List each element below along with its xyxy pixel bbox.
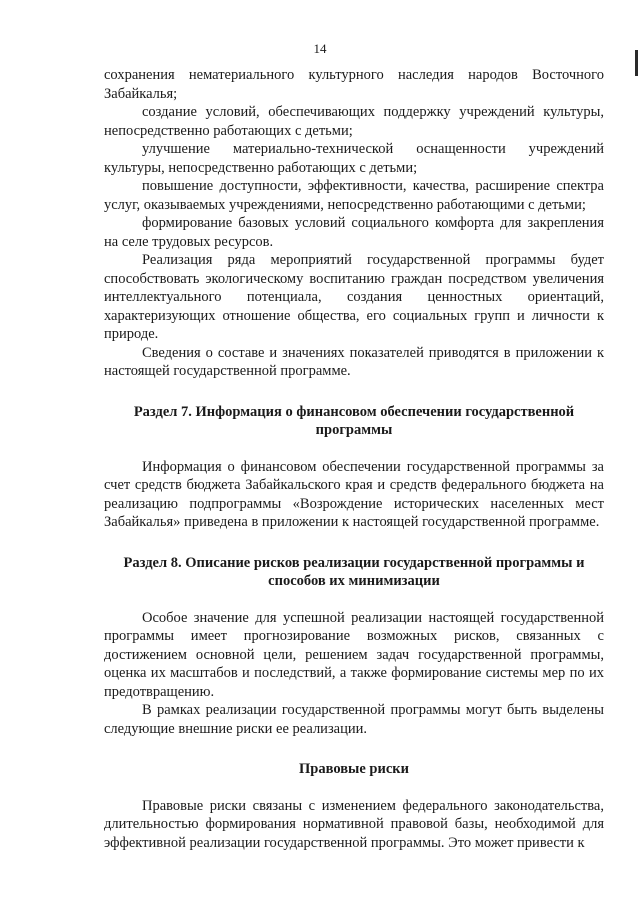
document-body bbox=[104, 66, 604, 852]
section-8-paragraph-2: В рамках реализации государственной программы могут быть выделены следующие внешние риски ее реализации. bbox=[104, 702, 604, 737]
section-8-paragraph-1: Особое значение для успешной реализации настоящей государственной программы имеет прогнозирование возможных рисков, связанных с достижением основной цели, решением задач государственной программы, оценка их масштабов и последствий, а также формирование системы мер по их предотвращению. bbox=[104, 609, 604, 700]
paragraph-heritage: сохранения нематериального культурного наследия народов Восточного Забайкалья; bbox=[104, 67, 604, 102]
section-8-heading: Раздел 8. Описание рисков реализации государственной программы и способов их минимизации bbox=[123, 554, 585, 589]
paragraph-ecological-education: Реализация ряда мероприятий государственной программы будет способствовать экологическому воспитанию граждан посредством увеличения интеллектуального потенциала, создания ценностных ориентаций, характеризующих отношение общества, его социальных групп и личности к природе. bbox=[104, 252, 604, 342]
paragraph-technical-equipment: улучшение материально-технической оснащенности учреждений культуры, непосредственно работающих с детьми; bbox=[104, 141, 604, 176]
paragraph-culture-support: создание условий, обеспечивающих поддержку учреждений культуры, непосредственно работающих с детьми; bbox=[104, 104, 604, 139]
paragraph-indicators: Сведения о составе и значениях показателей приводятся в приложении к настоящей государственной программе. bbox=[104, 344, 604, 379]
paragraph-social-comfort: формирование базовых условий социального комфорта для закрепления на селе трудовых ресурсов. bbox=[104, 215, 604, 250]
page-number: 14 bbox=[313, 41, 327, 56]
section-7-paragraph: Информация о финансовом обеспечении государственной программы за счет средств бюджета Забайкальского края и средств федерального бюджета на реализацию подпрограммы «Возрождение исторических населенных мест Забайкалья» приведена в приложении к настоящей государственной программе. bbox=[104, 458, 604, 530]
legal-risks-heading: Правовые риски bbox=[299, 761, 409, 777]
legal-risks-paragraph: Правовые риски связаны с изменением федерального законодательства, длительностью формирования нормативной правовой базы, необходимой для эффективной реализации государственной программы. Это может привести к bbox=[104, 797, 604, 851]
section-7-heading: Раздел 7. Информация о финансовом обеспечении государственной программы bbox=[133, 403, 575, 438]
paragraph-accessibility: повышение доступности, эффективности, качества, расширение спектра услуг, оказываемых учреждениями, непосредственно работающими с детьми; bbox=[104, 178, 604, 213]
